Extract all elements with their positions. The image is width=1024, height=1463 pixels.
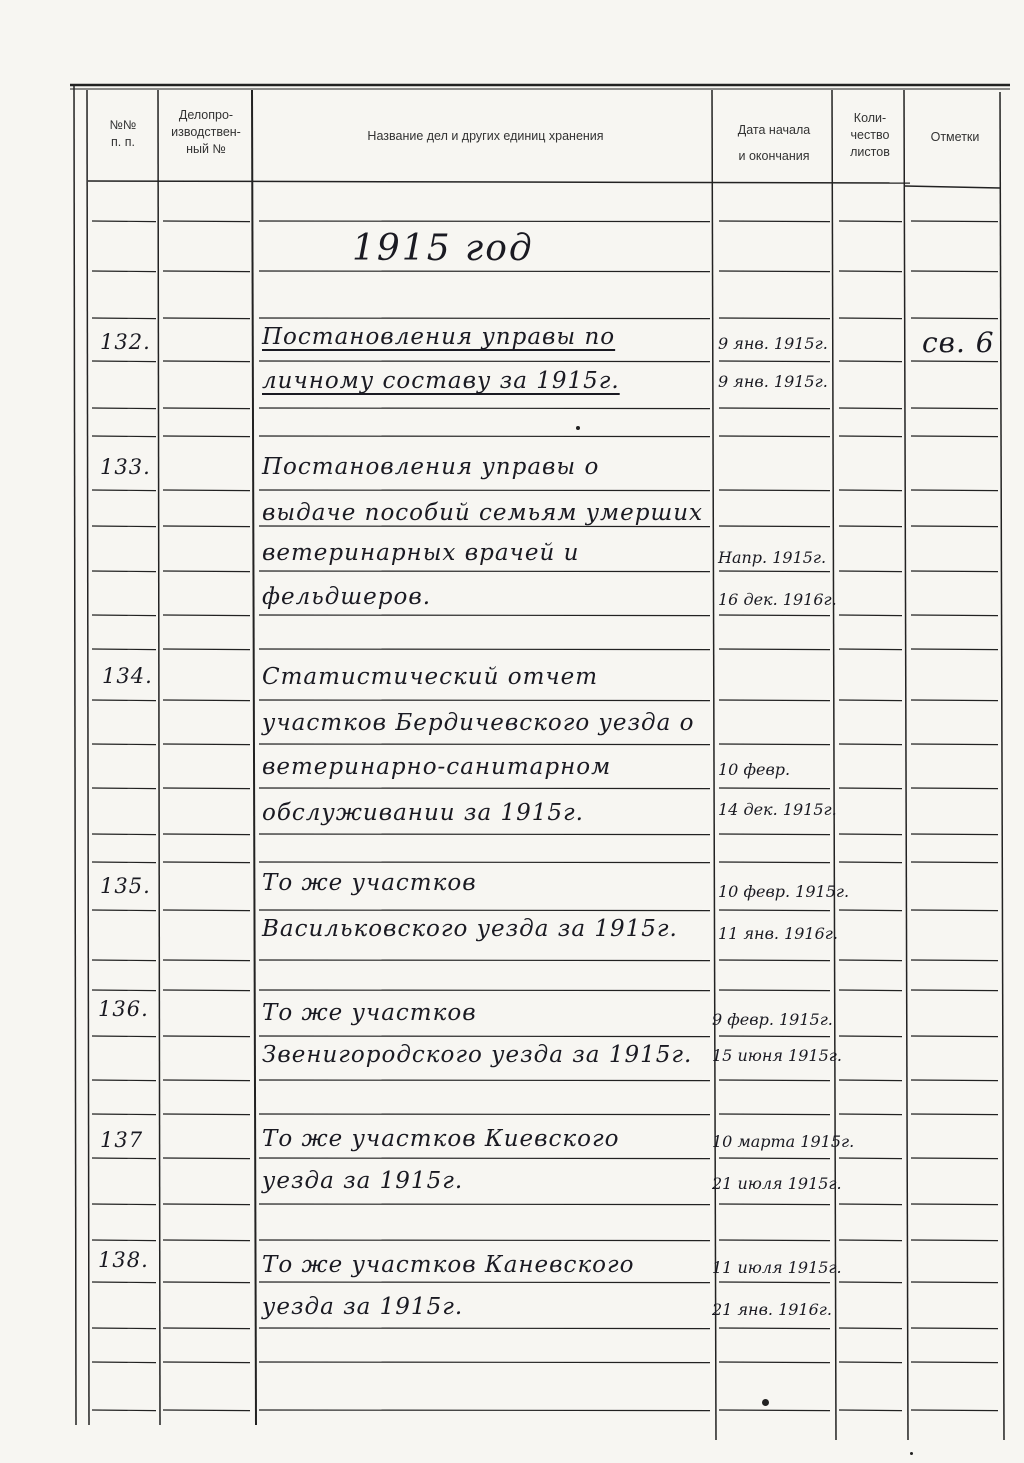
entry-date-end: 21 июля 1915г.	[712, 1174, 842, 1193]
ruled-line	[911, 571, 998, 572]
entry-title-line: личному составу за 1915г.	[262, 368, 620, 394]
entry-title-line: обслуживании за 1915г.	[262, 800, 584, 826]
entry-title-line: То же участков Каневского	[262, 1252, 635, 1278]
entry-number: 137	[100, 1128, 144, 1152]
entry-title-line: То же участков Киевского	[262, 1126, 620, 1152]
ruled-line	[92, 960, 156, 961]
ruled-line	[163, 700, 250, 701]
ruled-line	[839, 1158, 902, 1159]
scan-speck	[762, 1399, 769, 1406]
ruled-line	[719, 910, 830, 911]
entry-date-end: 16 дек. 1916г.	[718, 590, 837, 609]
ruled-line	[163, 571, 250, 572]
ruled-line	[259, 1282, 710, 1283]
ruled-line	[259, 960, 710, 961]
ruled-line	[911, 526, 998, 527]
ruled-line	[92, 1204, 156, 1205]
ruled-line	[259, 318, 710, 319]
ruled-line	[839, 862, 902, 863]
ruled-line	[839, 526, 902, 527]
ruled-line	[911, 436, 998, 437]
ruled-line	[163, 408, 250, 409]
ruled-line	[839, 1080, 902, 1081]
ruled-line	[719, 1080, 830, 1081]
ruled-line	[163, 1114, 250, 1115]
ruled-line	[92, 700, 156, 701]
ruled-line	[839, 910, 902, 911]
ruled-line	[92, 436, 156, 437]
header-col-sheet-count: Коли- чество листов	[850, 111, 890, 159]
entry-title-line: То же участков	[262, 1000, 477, 1026]
entry-date-start: 9 янв. 1915г.	[718, 334, 828, 353]
entry-date-start: 10 февр. 1915г.	[718, 882, 850, 901]
ruled-line	[839, 490, 902, 491]
ruled-line	[839, 1204, 902, 1205]
ruled-line	[259, 1362, 710, 1363]
ruled-line	[259, 788, 710, 789]
ruled-line	[719, 1204, 830, 1205]
ruled-line	[719, 1114, 830, 1115]
ruled-line	[719, 408, 830, 409]
ruled-line	[911, 408, 998, 409]
ruled-line	[839, 700, 902, 701]
ruled-line	[719, 490, 830, 491]
ruled-line	[911, 910, 998, 911]
ruled-line	[719, 1410, 830, 1411]
ruled-line	[259, 361, 710, 362]
entry-date-end: 21 янв. 1916г.	[712, 1300, 832, 1319]
ruled-line	[839, 834, 902, 835]
entry-date-start: 10 февр.	[718, 760, 791, 779]
ruled-line	[163, 788, 250, 789]
entry-date-end: 9 янв. 1915г.	[718, 372, 828, 391]
ruled-line	[719, 436, 830, 437]
ruled-line	[719, 221, 830, 222]
ruled-line	[839, 1282, 902, 1283]
ruled-line	[163, 1080, 250, 1081]
ruled-line	[92, 1158, 156, 1159]
ruled-line	[911, 1036, 998, 1037]
ruled-line	[163, 318, 250, 319]
scan-speck	[910, 1452, 913, 1455]
ruled-line	[719, 571, 830, 572]
ruled-line	[259, 1036, 710, 1037]
ruled-line	[839, 744, 902, 745]
ruled-line	[839, 408, 902, 409]
ruled-line	[92, 490, 156, 491]
ruled-line	[92, 990, 156, 991]
ruled-line	[911, 700, 998, 701]
ruled-line	[839, 571, 902, 572]
header-col-number: №№ п. п.	[109, 118, 137, 149]
ruled-line	[719, 649, 830, 650]
ruled-line	[259, 834, 710, 835]
ruled-line	[911, 1204, 998, 1205]
ruled-line	[163, 1240, 250, 1241]
ruled-line	[163, 1410, 250, 1411]
entry-title-line: выдаче пособий семьям умерших	[262, 500, 704, 526]
ruled-line	[259, 408, 710, 409]
ruled-line	[839, 436, 902, 437]
scan-speck	[576, 426, 580, 430]
ruled-line	[259, 649, 710, 650]
entry-number: 133.	[100, 455, 151, 479]
ruled-line	[911, 1158, 998, 1159]
ruled-line	[92, 862, 156, 863]
ruled-line	[719, 526, 830, 527]
ruled-line	[259, 1158, 710, 1159]
entry-title-line: участков Бердичевского уезда о	[262, 710, 695, 736]
ruled-line	[911, 960, 998, 961]
entry-title-line: Постановления управы о	[262, 454, 600, 480]
entry-title-line: ветеринарных врачей и	[262, 540, 580, 566]
ruled-line	[839, 990, 902, 991]
entry-number: 134.	[102, 664, 153, 688]
entry-title-line: уезда за 1915г.	[262, 1168, 464, 1194]
ruled-line	[719, 1036, 830, 1037]
ruled-line	[719, 361, 830, 362]
entry-date-start: Hапр. 1915г.	[718, 548, 827, 567]
ruled-line	[163, 990, 250, 991]
entry-title-line: Васильковского уезда за 1915г.	[262, 916, 678, 942]
ruled-line	[163, 1328, 250, 1329]
ruled-line	[839, 361, 902, 362]
ruled-line	[259, 1114, 710, 1115]
entry-number: 136.	[98, 997, 149, 1021]
entry-number: 135.	[100, 874, 151, 898]
ruled-line	[911, 361, 998, 362]
ruled-line	[911, 1080, 998, 1081]
ruled-line	[911, 649, 998, 650]
ruled-line	[92, 834, 156, 835]
entry-number: 138.	[98, 1248, 149, 1272]
ruled-line	[92, 788, 156, 789]
ruled-line	[163, 1204, 250, 1205]
ruled-line	[719, 615, 830, 616]
ruled-line	[259, 221, 710, 222]
ruled-line	[92, 361, 156, 362]
ruled-line	[911, 490, 998, 491]
ruled-line	[911, 221, 998, 222]
ruled-line	[911, 990, 998, 991]
ruled-line	[163, 834, 250, 835]
ruled-line	[259, 615, 710, 616]
ruled-line	[911, 788, 998, 789]
ruled-line	[92, 649, 156, 650]
ruled-line	[839, 1240, 902, 1241]
ruled-line	[911, 1240, 998, 1241]
ruled-line	[163, 615, 250, 616]
ruled-line	[839, 1328, 902, 1329]
entry-date-end: 15 июня 1915г.	[712, 1046, 842, 1065]
ruled-line	[92, 571, 156, 572]
entry-note: св. 6	[922, 326, 995, 359]
ruled-line	[719, 1282, 830, 1283]
ruled-line	[719, 1362, 830, 1363]
ruled-line	[163, 361, 250, 362]
ruled-line	[719, 744, 830, 745]
ruled-line	[911, 834, 998, 835]
ruled-line	[92, 910, 156, 911]
ruled-line	[719, 862, 830, 863]
ruled-line	[911, 318, 998, 319]
entry-date-end: 11 янв. 1916г.	[718, 924, 838, 943]
ruled-line	[92, 408, 156, 409]
ruled-line	[911, 1114, 998, 1115]
entry-title-line: уезда за 1915г.	[262, 1294, 464, 1320]
header-col-case-number: Делопро- изводствен- ный №	[171, 108, 241, 156]
year-heading: 1915 год	[352, 228, 534, 269]
entry-title-line: фельдшеров.	[262, 584, 432, 610]
ruled-line	[839, 1114, 902, 1115]
entry-title-line: Звенигородского уезда за 1915г.	[262, 1042, 693, 1068]
ruled-line	[911, 1328, 998, 1329]
ruled-line	[163, 1282, 250, 1283]
ruled-line	[163, 436, 250, 437]
ruled-line	[163, 744, 250, 745]
ruled-line	[259, 744, 710, 745]
entry-title-line: Постановления управы по	[262, 324, 616, 350]
ruled-line	[719, 834, 830, 835]
ruled-line	[719, 271, 830, 272]
ruled-line	[92, 1114, 156, 1115]
ruled-line	[92, 1282, 156, 1283]
ruled-line	[719, 318, 830, 319]
ruled-line	[92, 221, 156, 222]
header-col-notes: Отметки	[930, 130, 980, 144]
ruled-line	[92, 1362, 156, 1363]
ruled-line	[92, 615, 156, 616]
ruled-line	[259, 490, 710, 491]
ruled-line	[92, 744, 156, 745]
entry-date-start: 10 марта 1915г.	[712, 1132, 855, 1151]
ruled-line	[719, 1158, 830, 1159]
ruled-line	[259, 526, 710, 527]
ruled-line	[719, 788, 830, 789]
ruled-line	[911, 1410, 998, 1411]
ruled-line	[259, 1080, 710, 1081]
entry-title-line: Статистический отчет	[262, 664, 599, 690]
ruled-line	[259, 436, 710, 437]
ruled-line	[259, 1240, 710, 1241]
ruled-line	[911, 1362, 998, 1363]
ruled-line	[911, 1282, 998, 1283]
ruled-line	[163, 910, 250, 911]
ruled-line	[163, 221, 250, 222]
ruled-line	[163, 526, 250, 527]
ruled-line	[163, 960, 250, 961]
entry-title-line: То же участков	[262, 870, 477, 896]
entry-date-start: 11 июля 1915г.	[712, 1258, 842, 1277]
ruled-line	[92, 1410, 156, 1411]
entry-title-line: ветеринарно-санитарном	[262, 754, 612, 780]
ruled-line	[839, 1036, 902, 1037]
ruled-line	[259, 700, 710, 701]
ruled-line	[163, 1158, 250, 1159]
ruled-line	[92, 526, 156, 527]
ruled-line	[163, 1362, 250, 1363]
ruled-line	[259, 1204, 710, 1205]
ruled-line	[719, 700, 830, 701]
ruled-line	[839, 615, 902, 616]
ruled-line	[92, 1240, 156, 1241]
ruled-line	[839, 960, 902, 961]
ruled-line	[719, 990, 830, 991]
ruled-line	[719, 1328, 830, 1329]
ruled-line	[911, 271, 998, 272]
ruled-line	[839, 1410, 902, 1411]
ruled-line	[259, 1410, 710, 1411]
ruled-line	[92, 318, 156, 319]
ruled-line	[163, 649, 250, 650]
ruled-line	[839, 788, 902, 789]
ruled-line	[259, 910, 710, 911]
ruled-line	[259, 990, 710, 991]
ruled-line	[911, 615, 998, 616]
ruled-line	[92, 1080, 156, 1081]
entry-date-start: 9 февр. 1915г.	[712, 1010, 833, 1029]
ruled-line	[839, 221, 902, 222]
entry-number: 132.	[100, 330, 151, 354]
ruled-line	[259, 1328, 710, 1329]
ruled-line	[719, 1240, 830, 1241]
ruled-line	[911, 862, 998, 863]
ruled-line	[163, 1036, 250, 1037]
ruled-line	[839, 318, 902, 319]
ruled-line	[92, 1036, 156, 1037]
ruled-line	[839, 1362, 902, 1363]
ruled-line	[719, 960, 830, 961]
ruled-line	[163, 490, 250, 491]
ruled-line	[259, 571, 710, 572]
ruled-line	[259, 271, 710, 272]
header-col-dates: Дата начала и окончания	[737, 123, 811, 163]
ruled-line	[163, 271, 250, 272]
ruled-line	[163, 862, 250, 863]
ruled-line	[259, 862, 710, 863]
header-col-title: Название дел и других единиц хранения	[367, 129, 604, 143]
ruled-line	[839, 271, 902, 272]
ruled-line	[92, 271, 156, 272]
ruled-line	[911, 744, 998, 745]
entry-date-end: 14 дек. 1915г.	[718, 800, 837, 819]
ruled-line	[92, 1328, 156, 1329]
ruled-line	[839, 649, 902, 650]
